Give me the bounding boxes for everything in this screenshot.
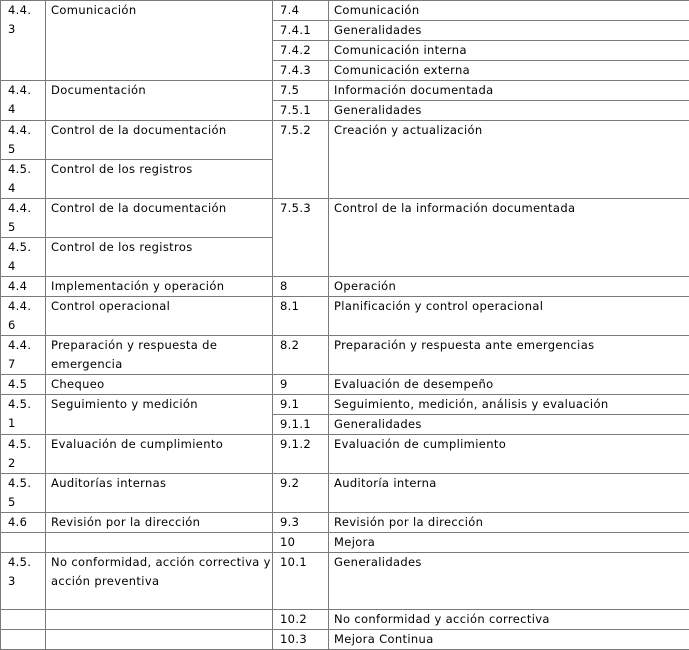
table-row: [1, 533, 689, 553]
right-text-cell: Creación y actualización: [329, 121, 689, 199]
right-code-cell: 8: [273, 277, 329, 297]
left-code-cell: [1, 630, 46, 650]
left-code-cell: 4.4. 5: [1, 121, 46, 160]
right-text-cell: Generalidades: [329, 101, 689, 121]
right-text-cell: Operación: [329, 277, 689, 297]
table-row: [1, 630, 689, 650]
right-text-cell: Seguimiento, medición, análisis y evaluación: [329, 395, 689, 415]
left-text-cell: Comunicación: [46, 1, 273, 81]
left-text-cell: Control de la documentación: [46, 199, 273, 238]
left-code-cell: 4.4. 6: [1, 297, 46, 336]
table-row: [1, 277, 689, 297]
right-text-cell: Auditoría interna: [329, 474, 689, 513]
right-code-cell: 9.3: [273, 513, 329, 533]
right-code-cell: 9: [273, 375, 329, 395]
right-text-cell: Comunicación externa: [329, 61, 689, 81]
left-code-cell: [1, 533, 46, 553]
right-text-cell: Comunicación: [329, 1, 689, 21]
left-text-cell: Preparación y respuesta de emergencia: [46, 336, 273, 375]
left-text-cell: Control de los registros: [46, 238, 273, 277]
right-text-cell: Control de la información documentada: [329, 199, 689, 277]
left-code-cell: 4.4. 5: [1, 199, 46, 238]
left-code-cell: 4.4. 4: [1, 81, 46, 121]
right-text-cell: No conformidad y acción correctiva: [329, 610, 689, 630]
left-code-cell: 4.6: [1, 513, 46, 533]
left-code-cell: 4.5: [1, 375, 46, 395]
right-code-cell: 7.5.1: [273, 101, 329, 121]
right-text-cell: Generalidades: [329, 553, 689, 610]
right-text-cell: Información documentada: [329, 81, 689, 101]
left-text-cell: Evaluación de cumplimiento: [46, 435, 273, 474]
right-code-cell: 9.2: [273, 474, 329, 513]
right-code-cell: 10.3: [273, 630, 329, 650]
right-code-cell: 7.4: [273, 1, 329, 21]
right-text-cell: Preparación y respuesta ante emergencias: [329, 336, 689, 375]
table-row: [1, 553, 689, 610]
left-code-cell: 4.4. 3: [1, 1, 46, 81]
right-code-cell: 10.1: [273, 553, 329, 610]
right-text-cell: Mejora: [329, 533, 689, 553]
table-row: [1, 81, 689, 101]
right-code-cell: 7.4.2: [273, 41, 329, 61]
right-code-cell: 7.5.3: [273, 199, 329, 277]
right-code-cell: 8.2: [273, 336, 329, 375]
left-text-cell: [46, 610, 273, 630]
left-text-cell: [46, 630, 273, 650]
left-text-cell: No conformidad, acción correctiva y acción preventiva: [46, 553, 273, 610]
left-code-cell: 4.5. 4: [1, 238, 46, 277]
right-text-cell: Comunicación interna: [329, 41, 689, 61]
right-text-cell: Revisión por la dirección: [329, 513, 689, 533]
right-code-cell: 7.5.2: [273, 121, 329, 199]
table-row: [1, 336, 689, 375]
left-text-cell: Control de los registros: [46, 160, 273, 199]
right-code-cell: 10.2: [273, 610, 329, 630]
right-text-cell: Generalidades: [329, 415, 689, 435]
table-row: [1, 395, 689, 415]
right-code-cell: 9.1: [273, 395, 329, 415]
left-text-cell: Revisión por la dirección: [46, 513, 273, 533]
left-code-cell: 4.4. 7: [1, 336, 46, 375]
left-text-cell: [46, 533, 273, 553]
left-code-cell: [1, 610, 46, 630]
table-row: [1, 121, 689, 160]
right-code-cell: 7.4.3: [273, 61, 329, 81]
table-row: [1, 610, 689, 630]
left-code-cell: 4.5. 2: [1, 435, 46, 474]
right-text-cell: Generalidades: [329, 21, 689, 41]
table-row: [1, 513, 689, 533]
right-code-cell: 7.5: [273, 81, 329, 101]
left-code-cell: 4.4: [1, 277, 46, 297]
left-code-cell: 4.5. 1: [1, 395, 46, 435]
left-text-cell: Auditorías internas: [46, 474, 273, 513]
left-text-cell: Control operacional: [46, 297, 273, 336]
left-code-cell: 4.5. 3: [1, 553, 46, 610]
table-row: [1, 1, 689, 21]
right-text-cell: Planificación y control operacional: [329, 297, 689, 336]
table-row: [1, 474, 689, 513]
right-text-cell: Evaluación de cumplimiento: [329, 435, 689, 474]
left-text-cell: Control de la documentación: [46, 121, 273, 160]
right-text-cell: Evaluación de desempeño: [329, 375, 689, 395]
left-text-cell: Documentación: [46, 81, 273, 121]
right-code-cell: 10: [273, 533, 329, 553]
right-code-cell: 7.4.1: [273, 21, 329, 41]
left-text-cell: Chequeo: [46, 375, 273, 395]
left-code-cell: 4.5. 5: [1, 474, 46, 513]
table-row: [1, 297, 689, 336]
right-text-cell: Mejora Continua: [329, 630, 689, 650]
table-row: [1, 199, 689, 238]
right-code-cell: 8.1: [273, 297, 329, 336]
table-row: [1, 435, 689, 474]
table-row: [1, 375, 689, 395]
right-code-cell: 9.1.2: [273, 435, 329, 474]
right-code-cell: 9.1.1: [273, 415, 329, 435]
left-text-cell: Seguimiento y medición: [46, 395, 273, 435]
left-code-cell: 4.5. 4: [1, 160, 46, 199]
left-text-cell: Implementación y operación: [46, 277, 273, 297]
